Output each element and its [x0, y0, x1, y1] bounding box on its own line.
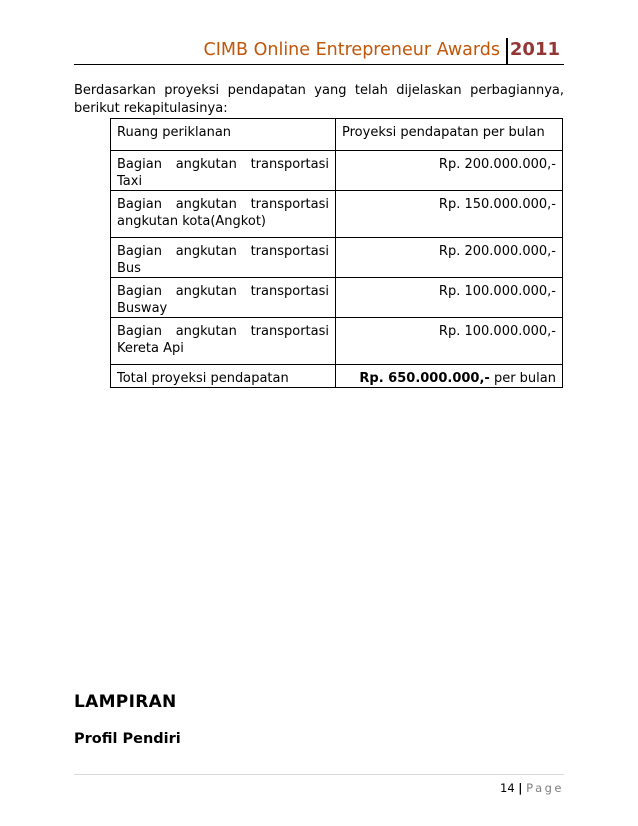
- page-label: Page: [526, 781, 564, 795]
- row-label: Bagian angkutan transportasi Kereta Api: [111, 318, 336, 365]
- row-amount: Rp. 100.000.000,-: [336, 318, 563, 365]
- row-label: Bagian angkutan transportasi Taxi: [111, 151, 336, 191]
- table-row: [111, 151, 563, 191]
- total-label: Total proyeksi pendapatan: [111, 365, 336, 388]
- revenue-table: [110, 118, 563, 388]
- table-row: [111, 318, 563, 365]
- page-header: [74, 38, 564, 65]
- total-cell: [336, 365, 563, 388]
- row-amount: Rp. 200.000.000,-: [336, 238, 563, 278]
- section-heading-lampiran: LAMPIRAN: [74, 692, 177, 712]
- page-footer: [500, 781, 564, 795]
- section-heading-profil: Profil Pendiri: [74, 731, 181, 747]
- row-amount: Rp. 100.000.000,-: [336, 278, 563, 318]
- table-row: [111, 191, 563, 238]
- footer-divider: [74, 774, 564, 775]
- header-year: 2011: [509, 39, 560, 60]
- row-amount: Rp. 200.000.000,-: [336, 151, 563, 191]
- header-title: CIMB Online Entrepreneur Awards: [203, 40, 500, 60]
- header-divider: [506, 38, 508, 64]
- row-label: Bagian angkutan transportasi angkutan kota(Angkot): [111, 191, 336, 238]
- total-amount: Rp. 650.000.000,-: [359, 371, 490, 386]
- table-total-row: [111, 365, 563, 388]
- table-row: [111, 278, 563, 318]
- page-number: 14: [500, 781, 515, 795]
- column-header-proyeksi: Proyeksi pendapatan per bulan: [336, 119, 563, 151]
- total-suffix: per bulan: [493, 371, 556, 386]
- table-header-row: [111, 119, 563, 151]
- column-header-ruang: Ruang periklanan: [111, 119, 336, 151]
- row-label: Bagian angkutan transportasi Bus: [111, 238, 336, 278]
- row-amount: Rp. 150.000.000,-: [336, 191, 563, 238]
- footer-separator: |: [518, 781, 523, 795]
- intro-paragraph: Berdasarkan proyeksi pendapatan yang telah dijelaskan perbagiannya, berikut rekapitulasinya:: [74, 83, 564, 116]
- table-row: [111, 238, 563, 278]
- row-label: Bagian angkutan transportasi Busway: [111, 278, 336, 318]
